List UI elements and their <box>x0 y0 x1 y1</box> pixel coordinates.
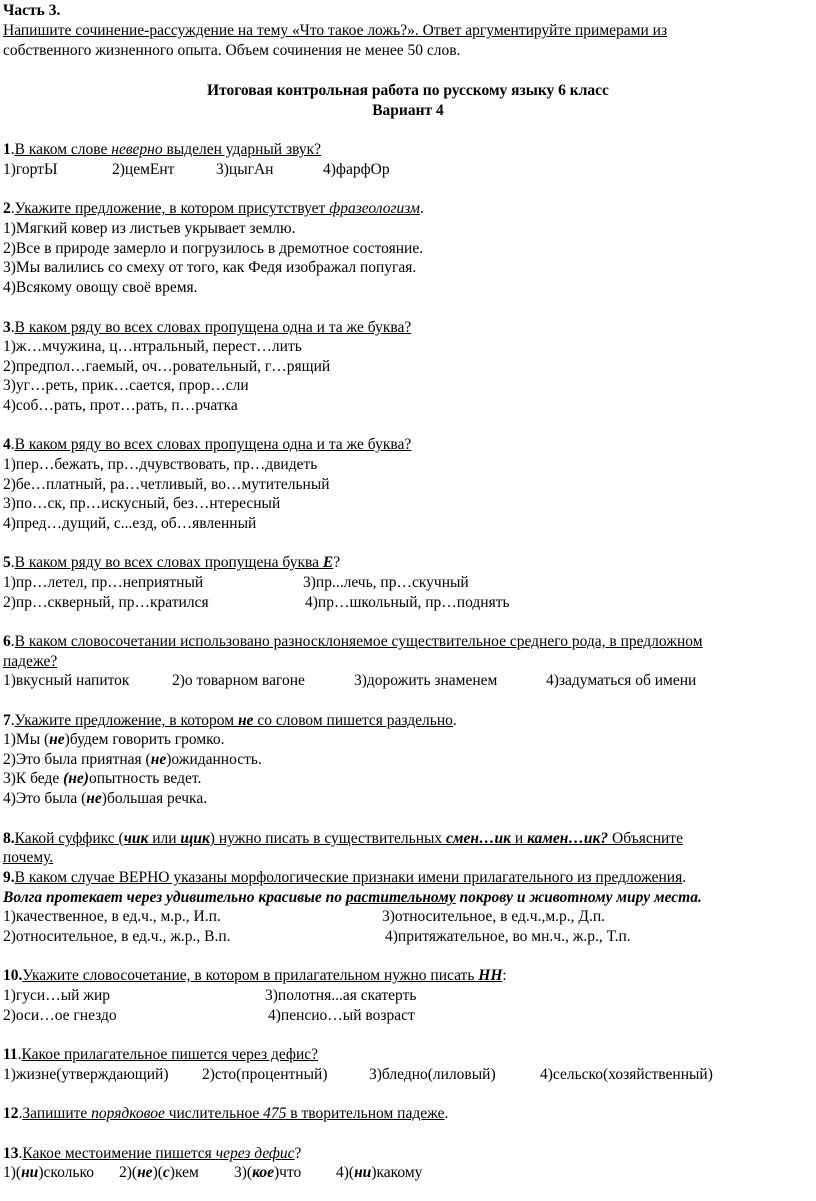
q5-option-1: 1)пр…летел, пр…неприятный <box>3 574 204 591</box>
q6-option-3: 3)дорожить знаменем <box>354 672 498 689</box>
q1-option-4: 4)фарфОр <box>323 161 390 178</box>
q1-option-3: 3)цыгАн <box>216 161 274 178</box>
question-2: 2.Укажите предложение, в котором присутствует фразеологизм. <box>3 200 424 217</box>
q3-option-4: 4)соб…рать, прот…рать, п…рчатка <box>3 397 238 414</box>
q7-option-3: 3)К беде (не)опытность ведет. <box>3 770 202 787</box>
q13-option-4: 4)(ни)какому <box>336 1164 423 1181</box>
q1-option-2: 2)цемЕнт <box>112 161 175 178</box>
q13-option-1: 1)(ни)сколько <box>3 1164 94 1181</box>
q10-option-3: 3)полотня...ая скатерть <box>265 987 417 1004</box>
q5-option-3: 3)пр...лечь, пр…скучный <box>303 574 469 591</box>
q6-option-4: 4)задуматься об имени <box>546 672 697 689</box>
q6-option-1: 1)вкусный напиток <box>3 672 130 689</box>
q9-sentence: Волга протекает через удивительно красивые по растительному покрову и животному миру места. <box>3 889 702 906</box>
q3-option-3: 3)уг…реть, прик…сается, прор…сли <box>3 377 249 394</box>
question-8: 8.Какой суффикс (чик или щик) нужно писать в существительных смен…ик и камен…ик? Объясните <box>3 830 683 847</box>
question-9: 9.В каком случае ВЕРНО указаны морфологические признаки имени прилагательного из предложения. <box>3 869 687 886</box>
q9-option-2: 2)относительное, в ед.ч., ж.р., В.п. <box>3 928 231 945</box>
question-8-cont: почему. <box>3 849 54 866</box>
q13-option-2: 2)(не)(с)кем <box>119 1164 199 1181</box>
q9-option-1: 1)качественное, в ед.ч., м.р., И.п. <box>3 908 221 925</box>
question-3: 3.В каком ряду во всех словах пропущена одна и та же буква? <box>3 319 412 336</box>
question-12: 12.Запишите порядковое числительное 475 в творительном падеже. <box>3 1105 449 1122</box>
question-6: 6.В каком словосочетании использовано разносклоняемое существительное среднего рода, в предложном <box>3 633 703 650</box>
q10-option-4: 4)пенсио…ый возраст <box>268 1007 415 1024</box>
question-10: 10.Укажите словосочетание, в котором в прилагательном нужно писать НН: <box>3 967 507 984</box>
q7-option-2: 2)Это была приятная (не)ожиданность. <box>3 751 262 768</box>
q9-option-3: 3)относительное, в ед.ч.,м.р., Д.п. <box>382 908 606 925</box>
q2-option-1: 1)Мягкий ковер из листьев укрывает землю. <box>3 220 296 237</box>
question-7: 7.Укажите предложение, в котором не со словом пишется раздельно. <box>3 712 457 729</box>
question-4: 4.В каком ряду во всех словах пропущена одна и та же буква? <box>3 436 412 453</box>
q11-option-2: 2)сто(процентный) <box>202 1066 328 1083</box>
part3-text-line1: Напишите сочинение-рассуждение на тему «Что такое ложь?». Ответ аргументируйте примерами из <box>3 22 668 39</box>
q10-option-1: 1)гуси…ый жир <box>3 987 111 1004</box>
q3-option-1: 1)ж…мчужина, ц…нтральный, перест…лить <box>3 338 302 355</box>
question-13: 13.Какое местоимение пишется через дефис? <box>3 1145 302 1162</box>
q2-option-3: 3)Мы валились со смеху от того, как Федя изображал попугая. <box>3 259 417 276</box>
q1-option-1: 1)гортЫ <box>3 161 58 178</box>
question-5: 5.В каком ряду во всех словах пропущена буква Е? <box>3 554 341 571</box>
q2-option-4: 4)Всякому овощу своё время. <box>3 279 198 296</box>
q11-option-4: 4)сельско(хозяйственный) <box>540 1066 713 1083</box>
variant-title: Вариант 4 <box>372 102 444 119</box>
q5-option-4: 4)пр…школьный, пр…поднять <box>305 594 510 611</box>
q4-option-1: 1)пер…бежать, пр…дчувствовать, пр…двидеть <box>3 456 318 473</box>
q2-option-2: 2)Все в природе замерло и погрузилось в дремотное состояние. <box>3 240 424 257</box>
q3-option-2: 2)предпол…гаемый, оч…ровательный, г…рящий <box>3 358 331 375</box>
q9-option-4: 4)притяжательное, во мн.ч., ж.р., Т.п. <box>385 928 631 945</box>
q7-option-4: 4)Это была (не)большая речка. <box>3 790 208 807</box>
q4-option-4: 4)пред…дущий, с...езд, об…явленный <box>3 515 257 532</box>
q5-option-2: 2)пр…скверный, пр…кратился <box>3 594 209 611</box>
part3-text-line2: собственного жизненного опыта. Объем сочинения не менее 50 слов. <box>3 42 461 59</box>
question-11: 11.Какое прилагательное пишется через дефис? <box>3 1046 319 1063</box>
q11-option-1: 1)жизне(утверждающий) <box>3 1066 169 1083</box>
q13-option-3: 3)(кое)что <box>234 1164 302 1181</box>
q4-option-2: 2)бе…платный, ра…четливый, во…мутительный <box>3 476 330 493</box>
q11-option-3: 3)бледно(лиловый) <box>369 1066 496 1083</box>
page-title: Итоговая контрольная работа по русскому языку 6 класс <box>207 82 609 99</box>
q10-option-2: 2)оси…ое гнездо <box>3 1007 117 1024</box>
question-1: 1.В каком слове неверно выделен ударный звук? <box>3 141 322 158</box>
q7-option-1: 1)Мы (не)будем говорить громко. <box>3 731 225 748</box>
q4-option-3: 3)по…ск, пр…искусный, без…нтересный <box>3 495 281 512</box>
q6-option-2: 2)о товарном вагоне <box>172 672 305 689</box>
part3-heading: Часть 3. <box>3 2 61 19</box>
question-6-cont: падеже? <box>3 653 58 670</box>
